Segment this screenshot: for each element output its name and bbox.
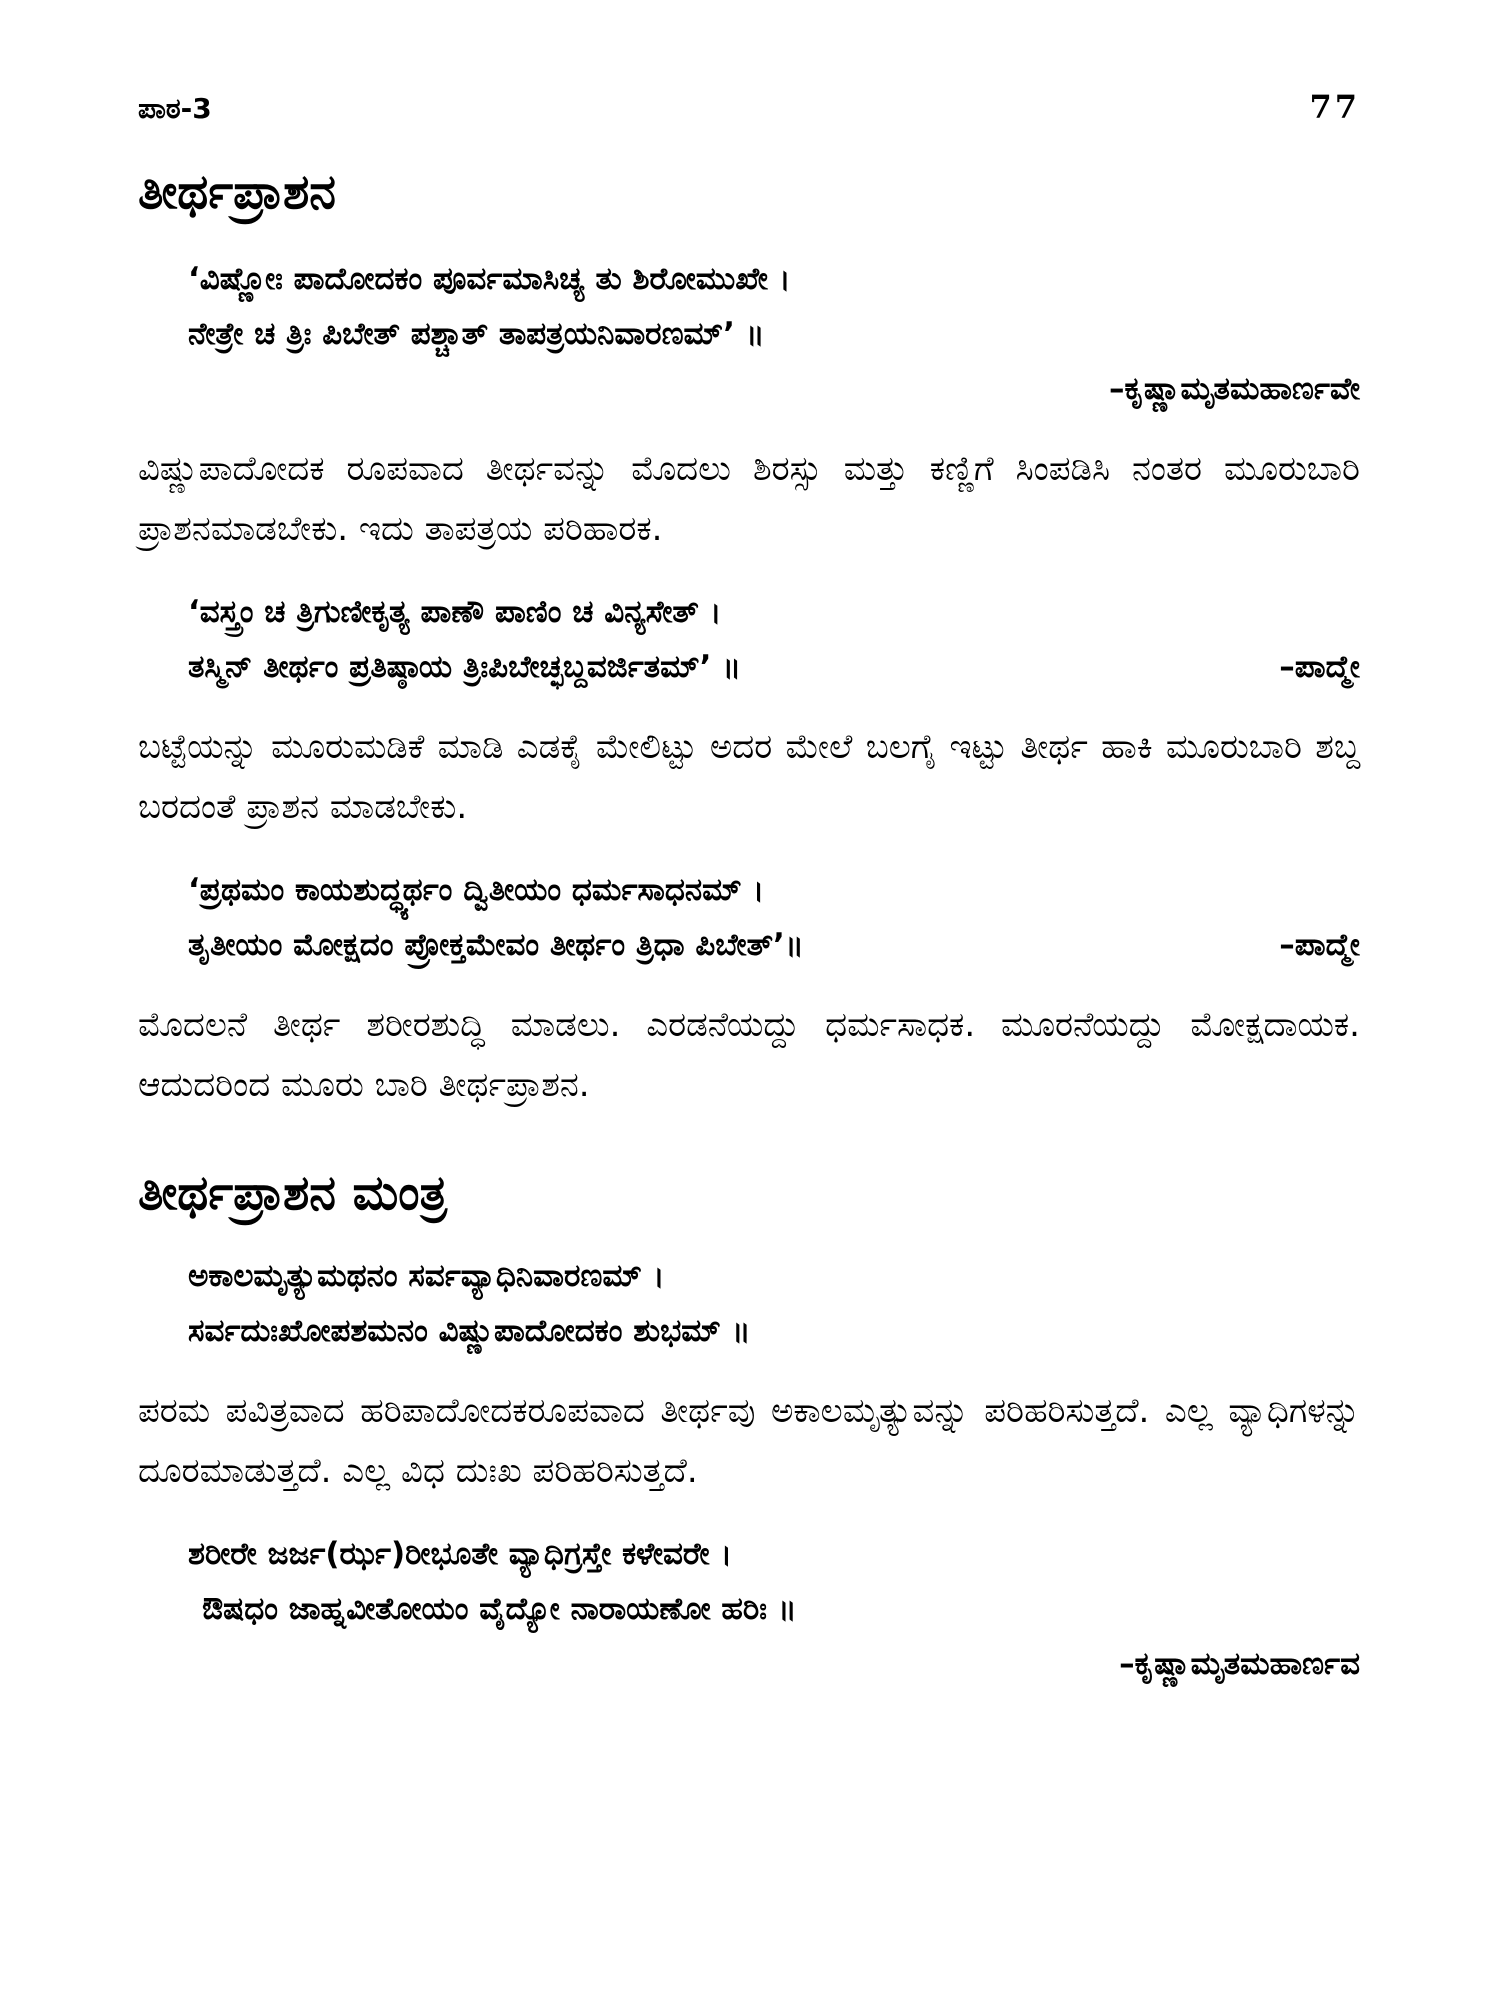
page-number: 77 — [1309, 88, 1360, 126]
verse-line-with-source — [188, 640, 1360, 695]
verse-line: ನೇತ್ರೇ ಚ ತ್ರಿಃ ಪಿಬೇತ್ ಪಶ್ಚಾತ್ ತಾಪತ್ರಯನಿವಾರಣಮ್’ ॥ — [188, 316, 765, 352]
verse-line: ಸರ್ವದುಃಖೋಪಶಮನಂ ವಿಷ್ಣುಪಾದೋದಕಂ ಶುಭಮ್ ॥ — [188, 1313, 751, 1349]
page-header — [138, 88, 1360, 142]
verse-line-with-source — [188, 918, 1360, 973]
verse-line: ‘ವಿಷ್ಣೋಃ ಪಾದೋದಕಂ ಪೂರ್ವಮಾಸಿಚ್ಯ ತು ಶಿರೋಮುಖೇ । — [188, 261, 791, 297]
paragraph: ಮೊದಲನೆ ತೀರ್ಥ ಶರೀರಶುದ್ಧಿ ಮಾಡಲು. ಎರಡನೆಯದ್ದು ಧರ್ಮಸಾಧಕ. ಮೂರನೆಯದ್ದು ಮೋಕ್ಷದಾಯಕ. ಆದುದರಿಂದ ಮೂರು ಬಾರಿ ತೀರ್ಥಪ್ರಾಶನ. — [138, 1005, 1360, 1105]
paragraph: ಪರಮ ಪವಿತ್ರವಾದ ಹರಿಪಾದೋದಕರೂಪವಾದ ತೀರ್ಥವು ಅಕಾಲಮೃತ್ಯುವನ್ನು ಪರಿಹರಿಸುತ್ತದೆ. ಎಲ್ಲ ವ್ಯಾಧಿಗಳನ್ನು ದೂರಮಾಡುತ್ತದೆ. ಎಲ್ಲ ವಿಧ ದುಃಖ ಪರಿಹರಿಸುತ್ತದೆ. — [138, 1391, 1360, 1491]
verse-line: ತಸ್ಮಿನ್ ತೀರ್ಥಂ ಪ್ರತಿಷ್ಠಾಯ ತ್ರಿಃಪಿಬೇಚ್ಛಬ್ದವರ್ಜಿತಮ್’ ॥ — [188, 649, 742, 685]
verse-source: –ಕೃಷ್ಣಾಮೃತಮಹಾರ್ಣವೇ — [1108, 371, 1360, 407]
verse-line: ‘ಪ್ರಥಮಂ ಕಾಯಶುದ್ಧ್ಯರ್ಥಂ ದ್ವಿತೀಯಂ ಧರ್ಮಸಾಧನಮ್ । — [188, 872, 765, 908]
verse-line: ಔಷಧಂ ಜಾಹ್ನವೀತೋಯಂ ವೈದ್ಯೋ ನಾರಾಯಣೋ ಹರಿಃ ॥ — [202, 1591, 797, 1627]
verse-line: ತೃತೀಯಂ ಮೋಕ್ಷದಂ ಪ್ರೋಕ್ತಮೇವಂ ತೀರ್ಥಂ ತ್ರಿಧಾ ಪಿಬೇತ್’॥ — [188, 927, 804, 963]
verse — [138, 863, 1360, 973]
verse — [138, 1249, 1360, 1359]
section-title: ತೀರ್ಥಪ್ರಾಶನ — [138, 164, 336, 220]
verse-source: –ಪಾದ್ಮೇ — [1279, 649, 1360, 685]
verse-source: –ಪಾದ್ಮೇ — [1279, 927, 1360, 963]
paragraph: ವಿಷ್ಣುಪಾದೋದಕ ರೂಪವಾದ ತೀರ್ಥವನ್ನು ಮೊದಲು ಶಿರಸ್ಸು ಮತ್ತು ಕಣ್ಣಿಗೆ ಸಿಂಪಡಿಸಿ ನಂತರ ಮೂರುಬಾರಿ ಪ್ರಾಶನಮಾಡಬೇಕು. ಇದು ತಾಪತ್ರಯ ಪರಿಹಾರಕ. — [138, 449, 1360, 549]
paragraph: ಬಟ್ಟೆಯನ್ನು ಮೂರುಮಡಿಕೆ ಮಾಡಿ ಎಡಕೈ ಮೇಲಿಟ್ಟು ಅದರ ಮೇಲೆ ಬಲಗೈ ಇಟ್ಟು ತೀರ್ಥ ಹಾಕಿ ಮೂರುಬಾರಿ ಶಬ್ದ ಬರದಂತೆ ಪ್ರಾಶನ ಮಾಡಬೇಕು. — [138, 727, 1360, 827]
section-title: ತೀರ್ಥಪ್ರಾಶನ ಮಂತ್ರ — [138, 1165, 448, 1221]
verse-line: ಅಕಾಲಮೃತ್ಯುಮಥನಂ ಸರ್ವವ್ಯಾಧಿನಿವಾರಣಮ್ । — [188, 1258, 665, 1294]
verse — [138, 585, 1360, 695]
verse — [138, 1527, 1360, 1637]
verse-source: –ಕೃಷ್ಣಾಮೃತಮಹಾರ್ಣವ — [1119, 1646, 1360, 1682]
verse — [138, 252, 1360, 362]
verse-line: ‘ವಸ್ತ್ರಂ ಚ ತ್ರಿಗುಣೀಕೃತ್ಯ ಪಾಣೌ ಪಾಣಿಂ ಚ ವಿನ್ಯಸೇತ್ । — [188, 594, 722, 630]
chapter-label: ಪಾಠ-3 — [138, 92, 212, 125]
verse-line: ಶರೀರೇ ಜರ್ಜ(ರ್ಝ)ರೀಭೂತೇ ವ್ಯಾಧಿಗ್ರಸ್ತೇ ಕಳೇವರೇ । — [188, 1536, 733, 1572]
page — [138, 88, 1360, 1692]
